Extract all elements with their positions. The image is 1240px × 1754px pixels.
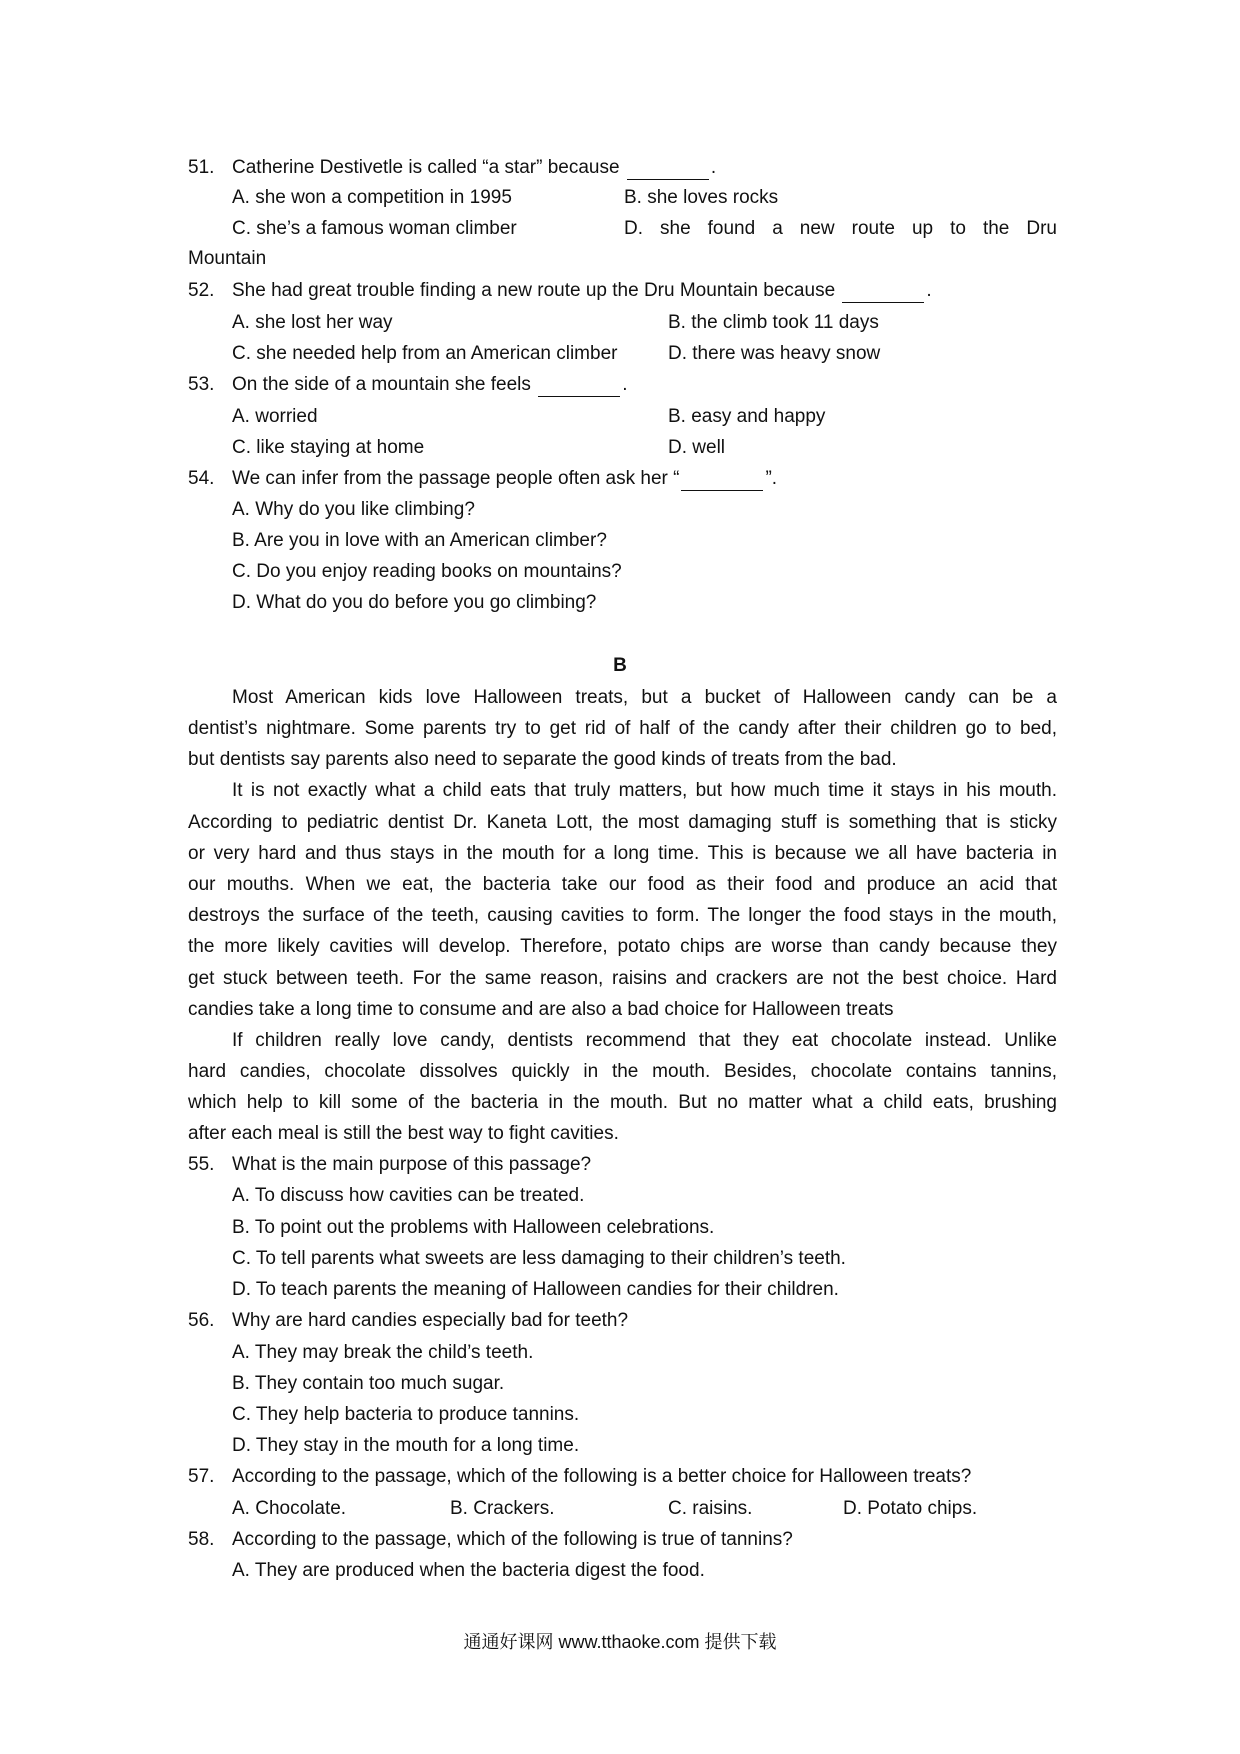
option-d-continued: Mountain [188, 248, 267, 269]
option-b: B. Crackers. [450, 1498, 555, 1519]
option-d: D. What do you do before you go climbing? [232, 592, 597, 613]
question-number: 58. [188, 1529, 215, 1550]
option-b: B. easy and happy [668, 406, 826, 427]
passage-line: It is not exactly what a child eats that truly matters, but how much time it stays in his mouth. [232, 780, 1057, 801]
answer-blank [538, 378, 620, 397]
option-c: C. she needed help from an American climber [232, 343, 618, 364]
question-number: 52. [188, 280, 215, 301]
question-number: 56. [188, 1310, 215, 1331]
passage-line: Most American kids love Halloween treats, but a bucket of Halloween candy can be a [232, 687, 1057, 708]
option-d: D. They stay in the mouth for a long time. [232, 1435, 580, 1456]
option-a: A. They are produced when the bacteria digest the food. [232, 1560, 705, 1581]
option-c: C. like staying at home [232, 437, 425, 458]
question-stem: According to the passage, which of the following is true of tannins? [232, 1529, 793, 1550]
option-a: A. she won a competition in 1995 [232, 187, 512, 208]
question-stem: We can infer from the passage people often ask her “ ”. [232, 468, 778, 489]
option-a: A. They may break the child’s teeth. [232, 1342, 534, 1363]
passage-line: the more likely cavities will develop. Therefore, potato chips are worse than candy because they [188, 936, 1057, 957]
option-a: A. Chocolate. [232, 1498, 347, 1519]
question-stem: On the side of a mountain she feels . [232, 374, 628, 395]
passage-line: which help to kill some of the bacteria in the mouth. But no matter what a child eats, brushing [188, 1092, 1057, 1113]
question-number: 55. [188, 1154, 215, 1175]
question-stem: Catherine Destivetle is called “a star” because . [232, 157, 717, 178]
option-c: C. raisins. [668, 1498, 753, 1519]
question-stem: She had great trouble finding a new route up the Dru Mountain because . [232, 280, 932, 301]
option-a: A. worried [232, 406, 318, 427]
passage-line: or very hard and thus stays in the mouth for a long time. This is because we all have bacteria in [188, 843, 1057, 864]
passage-line: after each meal is still the best way to fight cavities. [188, 1123, 619, 1144]
question-number: 57. [188, 1466, 215, 1487]
question-stem: According to the passage, which of the following is a better choice for Halloween treats? [232, 1466, 972, 1487]
option-b: B. To point out the problems with Halloween celebrations. [232, 1217, 715, 1238]
option-d: D. she found a new route up to the Dru [624, 218, 1057, 239]
question-number: 51. [188, 157, 215, 178]
passage-line: If children really love candy, dentists recommend that they eat chocolate instead. Unlike [232, 1030, 1057, 1051]
answer-blank [842, 284, 924, 303]
option-d: D. there was heavy snow [668, 343, 881, 364]
passage-line: According to pediatric dentist Dr. Kaneta Lott, the most damaging stuff is something that is sticky [188, 812, 1057, 833]
passage-line: dentist’s nightmare. Some parents try to get rid of half of the candy after their children go to bed, [188, 718, 1057, 739]
page-footer: 通通好课网 www.tthaoke.com 提供下载 [463, 1632, 777, 1652]
option-d: D. well [668, 437, 726, 458]
option-b: B. Are you in love with an American climber? [232, 530, 607, 551]
option-c: C. Do you enjoy reading books on mountains? [232, 561, 622, 582]
option-a: A. she lost her way [232, 312, 393, 333]
question-number: 53. [188, 374, 215, 395]
question-stem: What is the main purpose of this passage? [232, 1154, 592, 1175]
option-c: C. she’s a famous woman climber [232, 218, 517, 239]
option-a: A. To discuss how cavities can be treated. [232, 1185, 585, 1206]
option-b: B. the climb took 11 days [668, 312, 879, 333]
passage-line: destroys the surface of the teeth, causing cavities to form. The longer the food stays in the mouth, [188, 905, 1057, 926]
answer-blank [627, 161, 709, 180]
option-b: B. They contain too much sugar. [232, 1373, 505, 1394]
passage-line: candies take a long time to consume and are also a bad choice for Halloween treats [188, 999, 894, 1020]
question-stem: Why are hard candies especially bad for teeth? [232, 1310, 629, 1331]
option-a: A. Why do you like climbing? [232, 499, 475, 520]
option-c: C. To tell parents what sweets are less damaging to their children’s teeth. [232, 1248, 846, 1269]
option-c: C. They help bacteria to produce tannins. [232, 1404, 580, 1425]
passage-line: hard candies, chocolate dissolves quickly in the mouth. Besides, chocolate contains tannins, [188, 1061, 1057, 1082]
section-heading: B [613, 655, 627, 676]
option-d: D. To teach parents the meaning of Halloween candies for their children. [232, 1279, 839, 1300]
passage-line: get stuck between teeth. For the same reason, raisins and crackers are not the best choice. Hard [188, 968, 1057, 989]
passage-line: but dentists say parents also need to separate the good kinds of treats from the bad. [188, 749, 897, 770]
option-b: B. she loves rocks [624, 187, 779, 208]
option-d: D. Potato chips. [843, 1498, 978, 1519]
answer-blank [681, 472, 763, 491]
question-number: 54. [188, 468, 215, 489]
passage-line: our mouths. When we eat, the bacteria take our food as their food and produce an acid that [188, 874, 1057, 895]
